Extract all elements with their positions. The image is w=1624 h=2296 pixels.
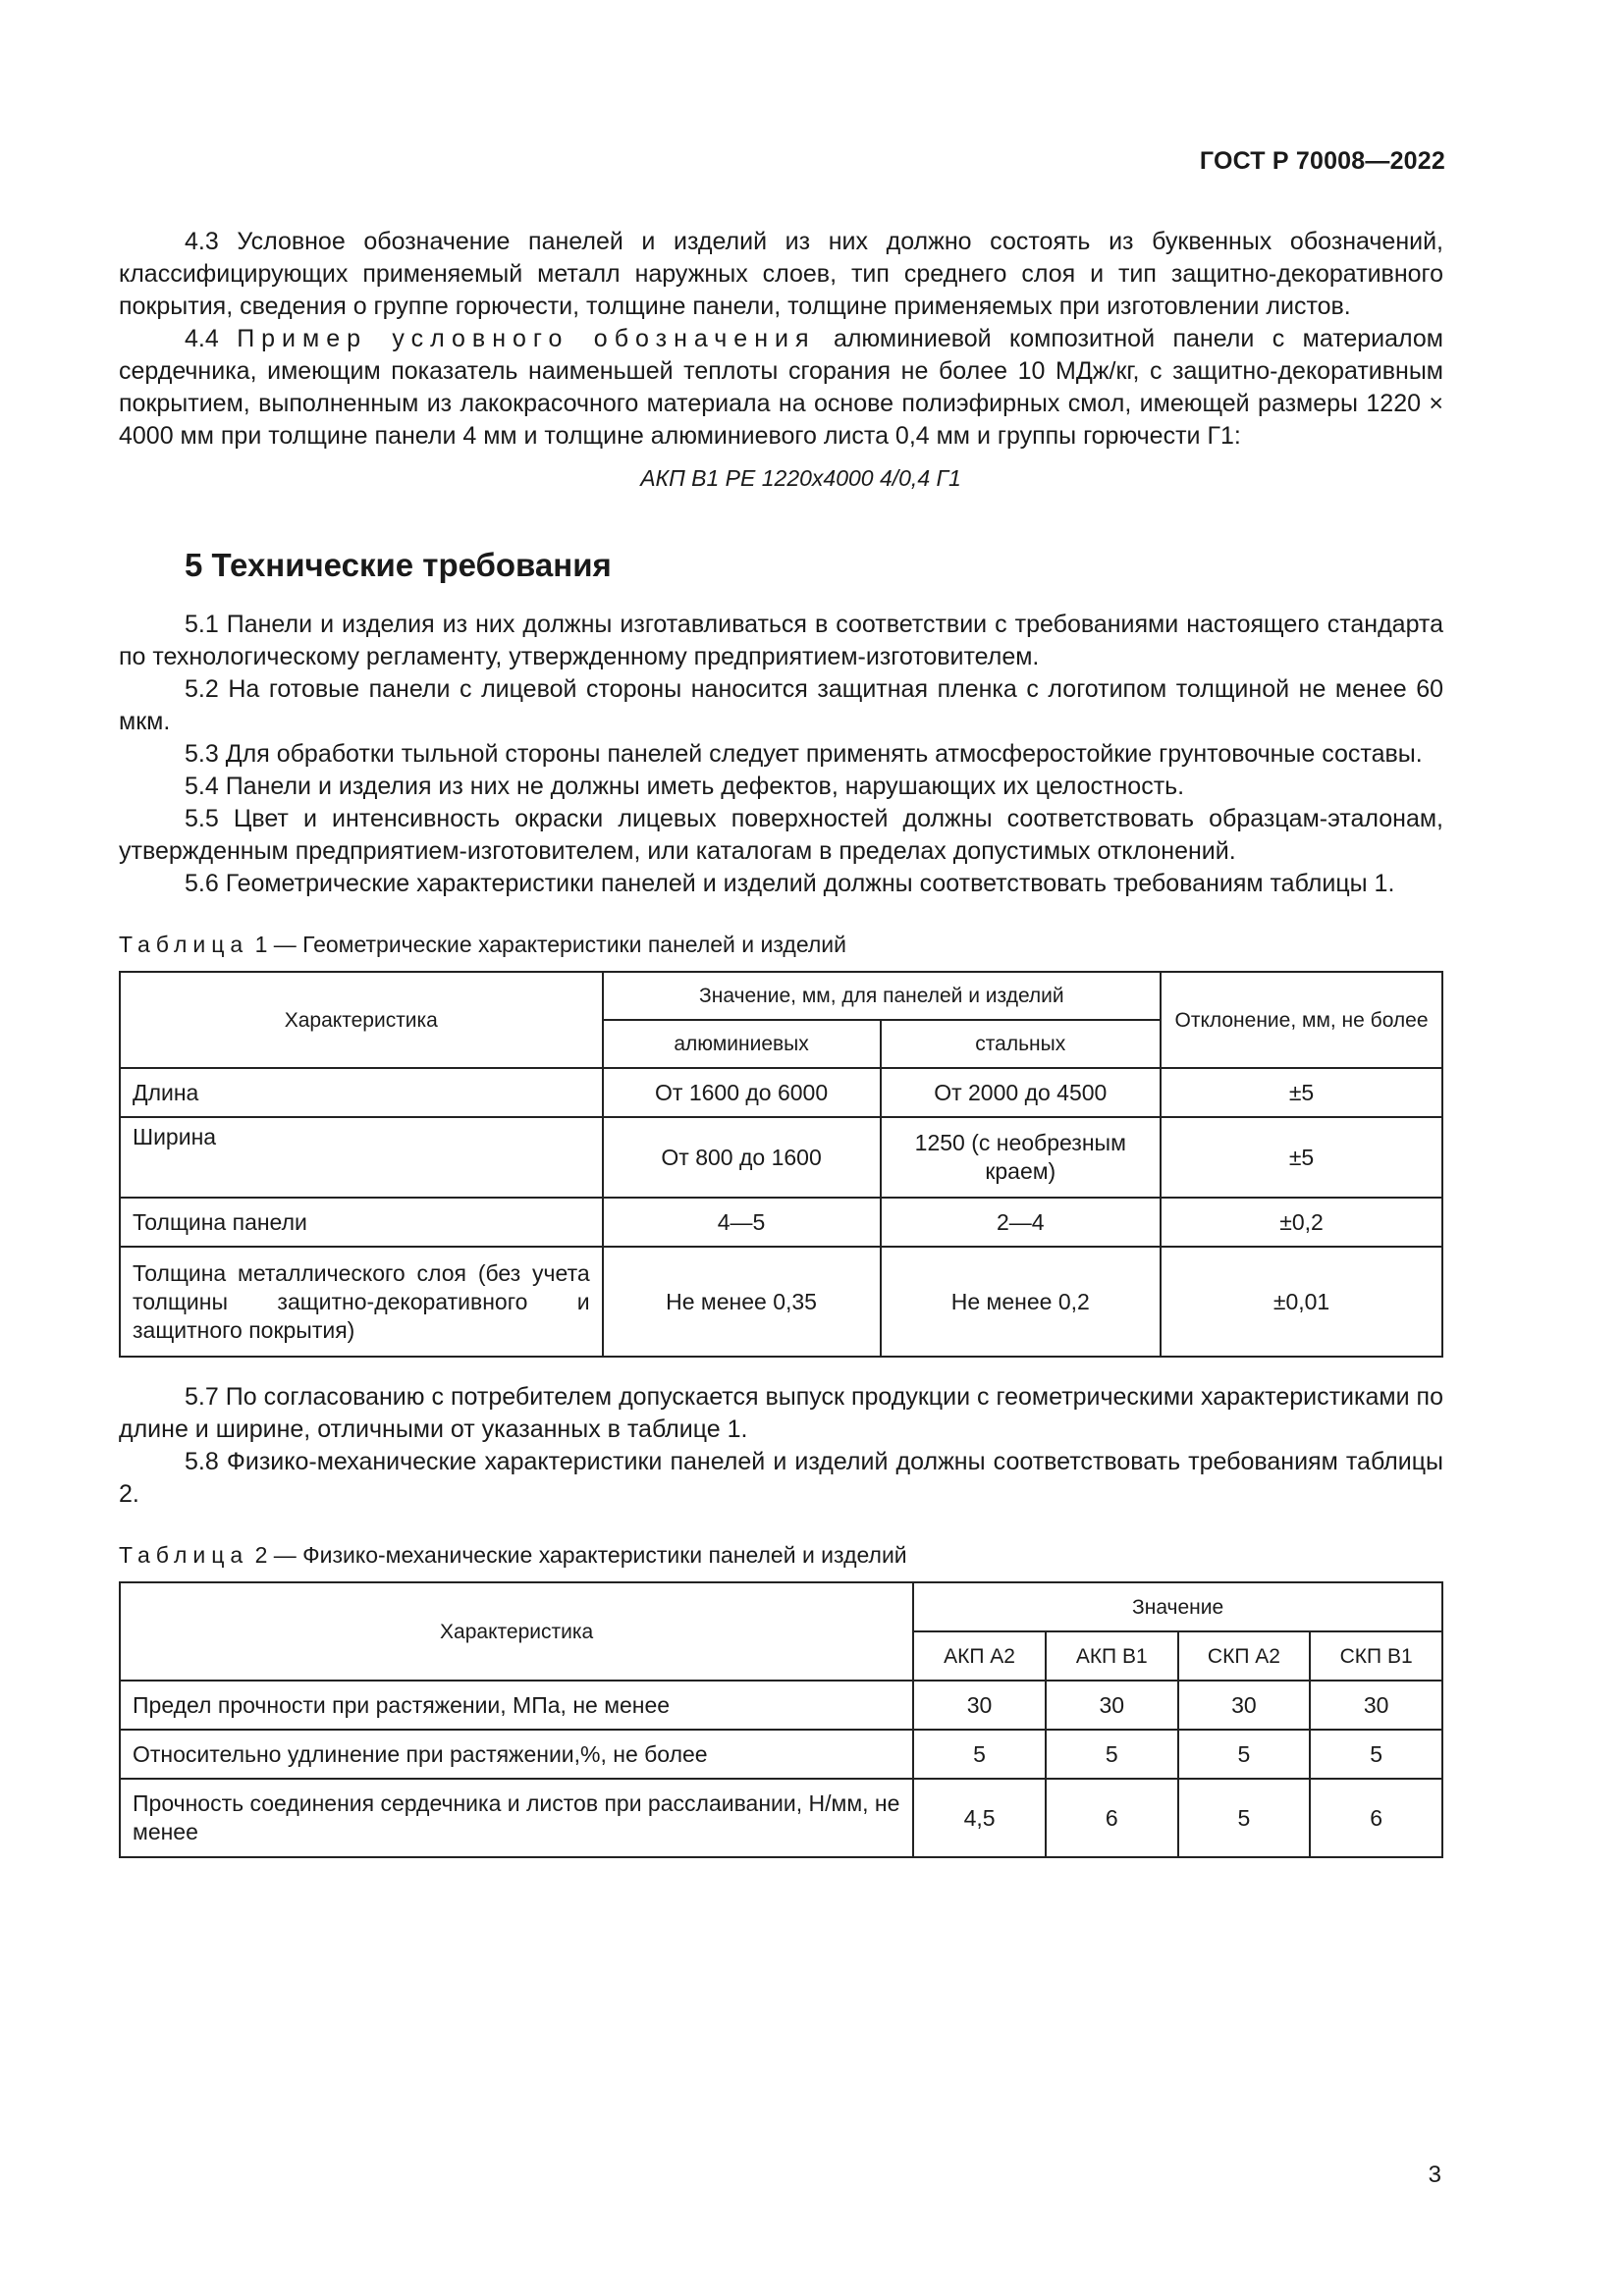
table1-cell-steel: Не менее 0,2 <box>881 1247 1162 1357</box>
table1-cell-deviation: ±0,01 <box>1161 1247 1442 1357</box>
paragraph-4-4 <box>119 323 1443 453</box>
table1-cell-aluminum: От 800 до 1600 <box>603 1117 881 1198</box>
page-content <box>119 226 1443 1858</box>
table2-physical <box>119 1581 1443 1858</box>
table1-cell-deviation: ±0,2 <box>1161 1198 1442 1247</box>
paragraph-5-2: 5.2 На готовые панели с лицевой стороны наносится защитная пленка с логотипом толщиной не менее 60 мкм. <box>119 675 1443 735</box>
table-row <box>120 1198 1442 1247</box>
paragraph-5-4: 5.4 Панели и изделия из них не должны иметь дефектов, нарушающих их целостность. <box>185 773 1185 800</box>
table-row <box>120 1068 1442 1117</box>
table2-cell-value: 5 <box>1178 1779 1311 1857</box>
table2-header-akp-b1: АКП В1 <box>1046 1631 1178 1681</box>
table1-caption <box>119 930 1443 959</box>
table1-caption-word: Таблица <box>119 932 249 957</box>
table1-header-row <box>120 972 1442 1020</box>
section-title: 5 Технические требования <box>185 547 612 583</box>
table2-header-row <box>120 1582 1442 1631</box>
table1-header-characteristic: Характеристика <box>120 972 603 1068</box>
table-row <box>120 1117 1442 1198</box>
table2-cell-value: 6 <box>1310 1779 1442 1857</box>
table1-geometric <box>119 971 1443 1358</box>
table1-cell-aluminum: Не менее 0,35 <box>603 1247 881 1357</box>
table1-cell-name: Ширина <box>120 1117 603 1198</box>
page-number: 3 <box>1428 2162 1441 2188</box>
table1-cell-steel: 1250 (с необрезным краем) <box>881 1117 1162 1198</box>
table2-cell-value: 5 <box>913 1730 1046 1779</box>
table2-cell-name: Предел прочности при растяжении, МПа, не менее <box>120 1681 913 1730</box>
table2-header-skp-b1: СКП В1 <box>1310 1631 1442 1681</box>
designation-example: АКП В1 PE 1220x4000 4/0,4 Г1 <box>640 465 961 491</box>
table1-cell-aluminum: От 1600 до 6000 <box>603 1068 881 1117</box>
table1-header-steel: стальных <box>881 1020 1162 1068</box>
table2-cell-value: 6 <box>1046 1779 1178 1857</box>
paragraph-5-1: 5.1 Панели и изделия из них должны изготавливаться в соответствии с требованиями настоящего стандарта по технологическому регламенту, утвержденному предприятием-изготовителем. <box>119 611 1443 670</box>
table1-header-value-group: Значение, мм, для панелей и изделий <box>603 972 1161 1020</box>
table1-cell-steel: От 2000 до 4500 <box>881 1068 1162 1117</box>
table2-cell-name: Относительно удлинение при растяжении,%, не более <box>120 1730 913 1779</box>
table1-cell-deviation: ±5 <box>1161 1117 1442 1198</box>
table2-header-value: Значение <box>913 1582 1442 1631</box>
table2-cell-value: 30 <box>913 1681 1046 1730</box>
paragraph-5-6: 5.6 Геометрические характеристики панелей и изделий должны соответствовать требованиям таблицы 1. <box>185 870 1395 897</box>
table1-cell-name: Длина <box>120 1068 603 1117</box>
table1-caption-text: 1 — Геометрические характеристики панелей и изделий <box>254 932 846 957</box>
table2-cell-value: 30 <box>1310 1681 1442 1730</box>
table2-cell-value: 30 <box>1178 1681 1311 1730</box>
table2-caption <box>119 1540 1443 1570</box>
paragraph-5-3: 5.3 Для обработки тыльной стороны панелей следует применять атмосферостойкие грунтовочные составы. <box>185 740 1423 768</box>
table2-header-akp-a2: АКП А2 <box>913 1631 1046 1681</box>
table2-cell-value: 5 <box>1046 1730 1178 1779</box>
table1-header-deviation: Отклонение, мм, не более <box>1161 972 1442 1068</box>
table1-header-aluminum: алюминиевых <box>603 1020 881 1068</box>
paragraph-5-8: 5.8 Физико-механические характеристики панелей и изделий должны соответствовать требованиям таблицы 2. <box>119 1448 1443 1508</box>
table1-cell-name: Толщина металлического слоя (без учета толщины защитно-декоративного и защитного покрытия) <box>120 1247 603 1357</box>
table1-cell-name: Толщина панели <box>120 1198 603 1247</box>
table2-header-characteristic: Характеристика <box>120 1582 913 1681</box>
paragraph-5-5: 5.5 Цвет и интенсивность окраски лицевых поверхностей должны соответствовать образцам-эталонам, утвержденным предприятием-изготовителем, или каталогам в пределах допустимых отклонений. <box>119 805 1443 865</box>
table2-header-skp-a2: СКП А2 <box>1178 1631 1311 1681</box>
document-id: ГОСТ Р 70008—2022 <box>1199 147 1445 175</box>
paragraph-5-7: 5.7 По согласованию с потребителем допускается выпуск продукции с геометрическими характеристиками по длине и ширине, отличными от указанных в таблице 1. <box>119 1383 1443 1443</box>
table-row <box>120 1681 1442 1730</box>
paragraph-4-3: 4.3 Условное обозначение панелей и изделий из них должно состоять из буквенных обозначений, классифицирующих применяемый металл наружных слоев, тип среднего слоя и тип защитно-декоративного покрытия, сведения о группе горючести, толщине панели, толщине применяемых при изготовлении листов. <box>119 228 1443 320</box>
table2-caption-word: Таблица <box>119 1542 249 1568</box>
table2-cell-value: 5 <box>1178 1730 1311 1779</box>
table2-caption-text: 2 — Физико-механические характеристики панелей и изделий <box>254 1542 907 1568</box>
table2-cell-name: Прочность соединения сердечника и листов при расслаивании, Н/мм, не менее <box>120 1779 913 1857</box>
paragraph-4-4-text: алюминиевой композитной панели с материалом сердечника, имеющим показатель наименьшей теплоты сгорания не более 10 МДж/кг, с защитно-декоративным покрытием, выполненным из лакокрасочного материала на основе полиэфирных смол, имеющей размеры 1220 × 4000 мм при толщине панели 4 мм и толщине алюминиевого листа 0,4 мм и группы горючести Г1: <box>119 325 1443 450</box>
table2-cell-value: 5 <box>1310 1730 1442 1779</box>
table1-cell-deviation: ±5 <box>1161 1068 1442 1117</box>
table2-cell-value: 30 <box>1046 1681 1178 1730</box>
paragraph-4-4-number: 4.4 <box>185 325 219 352</box>
table-row <box>120 1779 1442 1857</box>
example-label: Пример условного обозначения <box>237 325 816 352</box>
table1-cell-steel: 2—4 <box>881 1198 1162 1247</box>
table-row <box>120 1247 1442 1357</box>
table1-cell-aluminum: 4—5 <box>603 1198 881 1247</box>
table-row <box>120 1730 1442 1779</box>
table2-cell-value: 4,5 <box>913 1779 1046 1857</box>
